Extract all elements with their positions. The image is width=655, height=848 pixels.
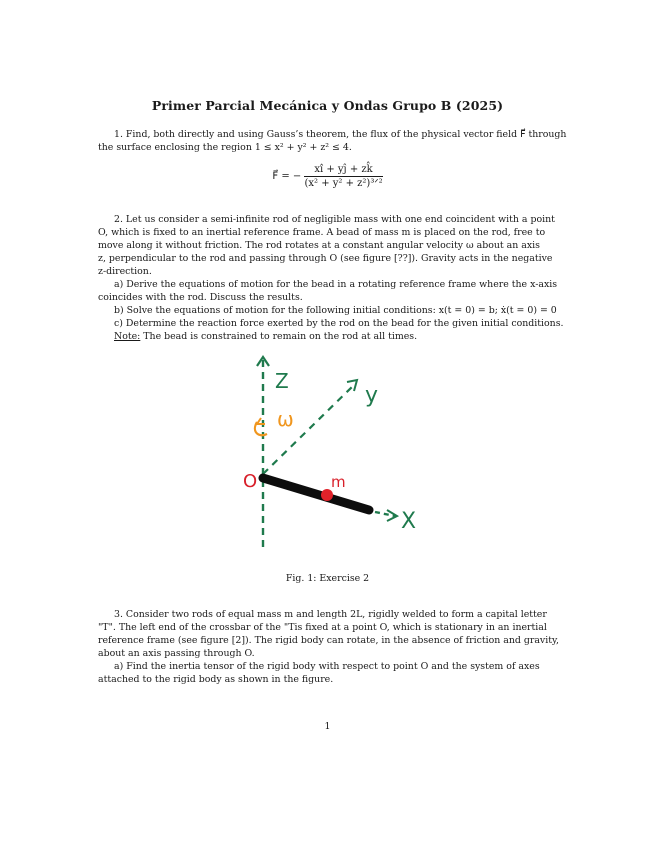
note-text: The bead is constrained to remain on the rod at all times. xyxy=(140,331,418,342)
rotating-rod-figure xyxy=(235,350,425,555)
problem-3-text xyxy=(98,608,558,686)
origin-label: O xyxy=(243,471,258,492)
note-label: Note: xyxy=(114,331,141,342)
problem-2-line-2: O, which is fixed to an inertial reference frame. A bead of mass m is placed on the rod, free to xyxy=(98,227,546,238)
rod xyxy=(263,478,369,510)
problem-2a-line-2: coincides with the rod. Discuss the results. xyxy=(98,292,303,303)
equation-numerator: xî + yĵ + zk̂ xyxy=(304,164,382,177)
equation-fraction xyxy=(304,164,382,189)
figure-caption: Fig. 1: Exercise 2 xyxy=(285,573,370,584)
problem-2-line-4: z, perpendicular to the rod and passing through O (see figure [??]). Gravity acts in the negative xyxy=(98,253,553,264)
mass-label: m xyxy=(331,473,346,491)
problem-3a-line-1: a) Find the inertia tensor of the rigid body with respect to point O and the system of axes xyxy=(114,661,540,672)
problem-2b-text: b) Solve the equations of motion for the following initial conditions: x(t = 0) = b; ẋ(t = 0) = 0 xyxy=(114,305,557,316)
problem-3a xyxy=(98,660,558,673)
problem-1-text xyxy=(98,128,567,154)
problem-2-note xyxy=(98,330,558,343)
problem-3a-line-2: attached to the rigid body as shown in the figure. xyxy=(98,674,334,685)
equation-denominator: (x² + y² + z²)³ᐟ² xyxy=(304,178,383,189)
problem-2-line-5: z-direction. xyxy=(98,266,152,277)
problem-2-text xyxy=(98,213,564,343)
problem-2-line-1: 2. Let us consider a semi-infinite rod of negligible mass with one end coincident with a point xyxy=(114,214,555,225)
problem-1-line xyxy=(98,128,567,141)
problem-2-line-3: move along it without friction. The rod rotates at a constant angular velocity ω about an axis xyxy=(98,240,540,251)
x-axis-label: X xyxy=(401,509,417,534)
flux-field-equation xyxy=(0,164,655,189)
problem-1-line-1: 1. Find, both directly and using Gauss’s theorem, the flux of the physical vector field F⃗ through xyxy=(114,129,567,140)
problem-2b xyxy=(98,304,558,317)
problem-2c xyxy=(98,317,564,330)
omega-label: ω xyxy=(277,407,294,431)
equation-lhs: F⃗ = − xyxy=(272,171,302,182)
problem-3-line-1: 3. Consider two rods of equal mass m and length 2L, rigidly welded to form a capital letter xyxy=(114,609,547,620)
problem-3-line-3: reference frame (see figure [2]). The rigid body can rotate, in the absence of friction and gravity, xyxy=(98,635,560,646)
page-number: 1 xyxy=(324,721,331,732)
problem-2c-text: c) Determine the reaction force exerted by the rod on the bead for the given initial conditions. xyxy=(114,318,564,329)
problem-2a-line-1: a) Derive the equations of motion for the bead in a rotating reference frame where the x-axis xyxy=(114,279,558,290)
problem-3-line-2: "T". The left end of the crossbar of the "Tis fixed at a point O, which is stationary in an inertial xyxy=(98,622,547,633)
z-axis-label: Z xyxy=(275,369,289,393)
problem-2a xyxy=(98,278,558,291)
page-title: Primer Parcial Mecánica y Ondas Grupo B (2025) xyxy=(151,98,504,113)
problem-3-line-4: about an axis passing through O. xyxy=(98,648,255,659)
problem-1-line: the surface enclosing the region 1 ≤ x² + y² + z² ≤ 4. xyxy=(98,142,352,153)
y-axis-label: y xyxy=(365,383,379,408)
problem-3-line xyxy=(98,608,558,621)
problem-2-line xyxy=(98,213,558,226)
